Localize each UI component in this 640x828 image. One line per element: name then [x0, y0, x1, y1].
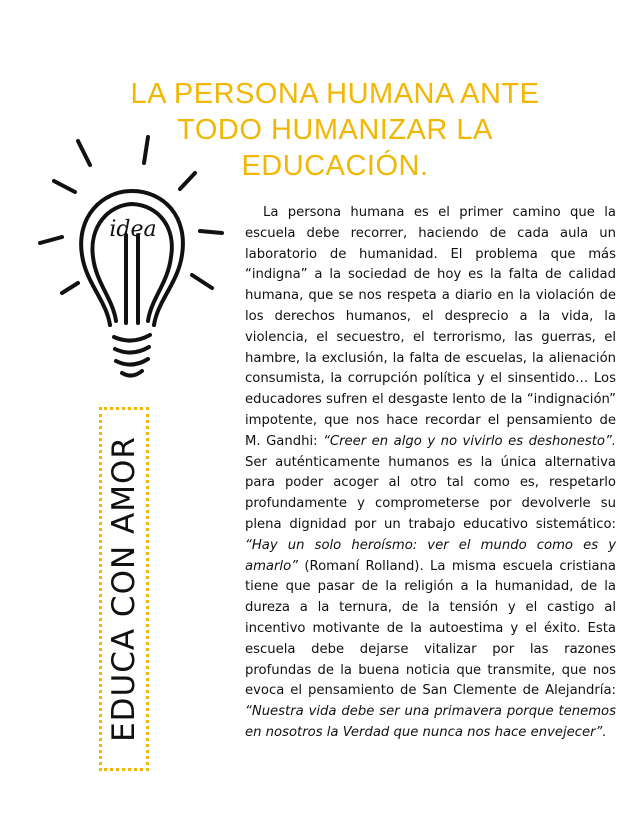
lightbulb-icon	[20, 125, 240, 395]
body-paragraph	[245, 203, 616, 744]
body-text-3: (Romaní Rolland). La misma escuela cristiana tiene que pasar de la religión a la humanidad, de la dureza a la ternura, de la tensión y el castigo al incentivo motivante de la autoestima y el éxito. Esta escuela debe dejarse vitalizar por las razones profundas de la buena noticia que transmite, que nos evoca el pensamiento de San Clemente de Alejandría:	[245, 558, 616, 699]
ray	[192, 275, 212, 288]
ray	[144, 137, 148, 163]
ray	[54, 181, 75, 192]
ray	[78, 141, 90, 165]
idea-word: idea	[109, 217, 157, 242]
quote-clemente: “Nuestra vida debe ser una primavera porque tenemos en nosotros la Verdad que nunca nos hace envejecer”.	[245, 704, 616, 740]
body-text-2: Ser auténticamente humanos es la única alternativa para poder acoger al otro tal como es, respetarlo profundamente y comprometerse por devolverle su plena dignidad por un trabajo educativo sistemático:	[245, 454, 616, 532]
quote-rolland: “Hay un solo heroísmo: ver el mundo como es y amarlo”	[245, 537, 616, 574]
bulb-outline	[81, 191, 183, 325]
body-text-1: La persona humana es el primer camino que la escuela debe recorrer, haciendo de cada aula un laboratorio de humanidad. El problema que más “indigna” a la sociedad de hoy es la falta de calidad humana, que se nos respeta a diario en la violación de los derechos humanos, el desprecio a la vida, la violencia, el secuestro, el terrorismo, las guerras, el hambre, la exclusión, la falta de escuelas, la alienación consumista, la corrupción política y el sinsentido… Los educadores sufren el desgaste lento de la “indignación” impotente, que nos hace recordar el pensamiento de M. Gandhi:	[245, 205, 616, 449]
ray	[40, 237, 62, 243]
bulb-base	[114, 335, 150, 341]
ray	[62, 283, 78, 293]
title-line-1: LA PERSONA HUMANA ANTE	[130, 78, 540, 110]
ray	[180, 173, 195, 189]
sidebar-label-box	[99, 407, 149, 771]
quote-gandhi: “Creer en algo y no vivirlo es deshonesto”.	[323, 433, 616, 449]
sidebar-label: EDUCA CON AMOR	[106, 436, 142, 742]
ray	[200, 231, 222, 233]
title-line-2: TODO HUMANIZAR LA	[177, 114, 493, 146]
title-line-3: EDUCACIÓN.	[241, 150, 429, 182]
